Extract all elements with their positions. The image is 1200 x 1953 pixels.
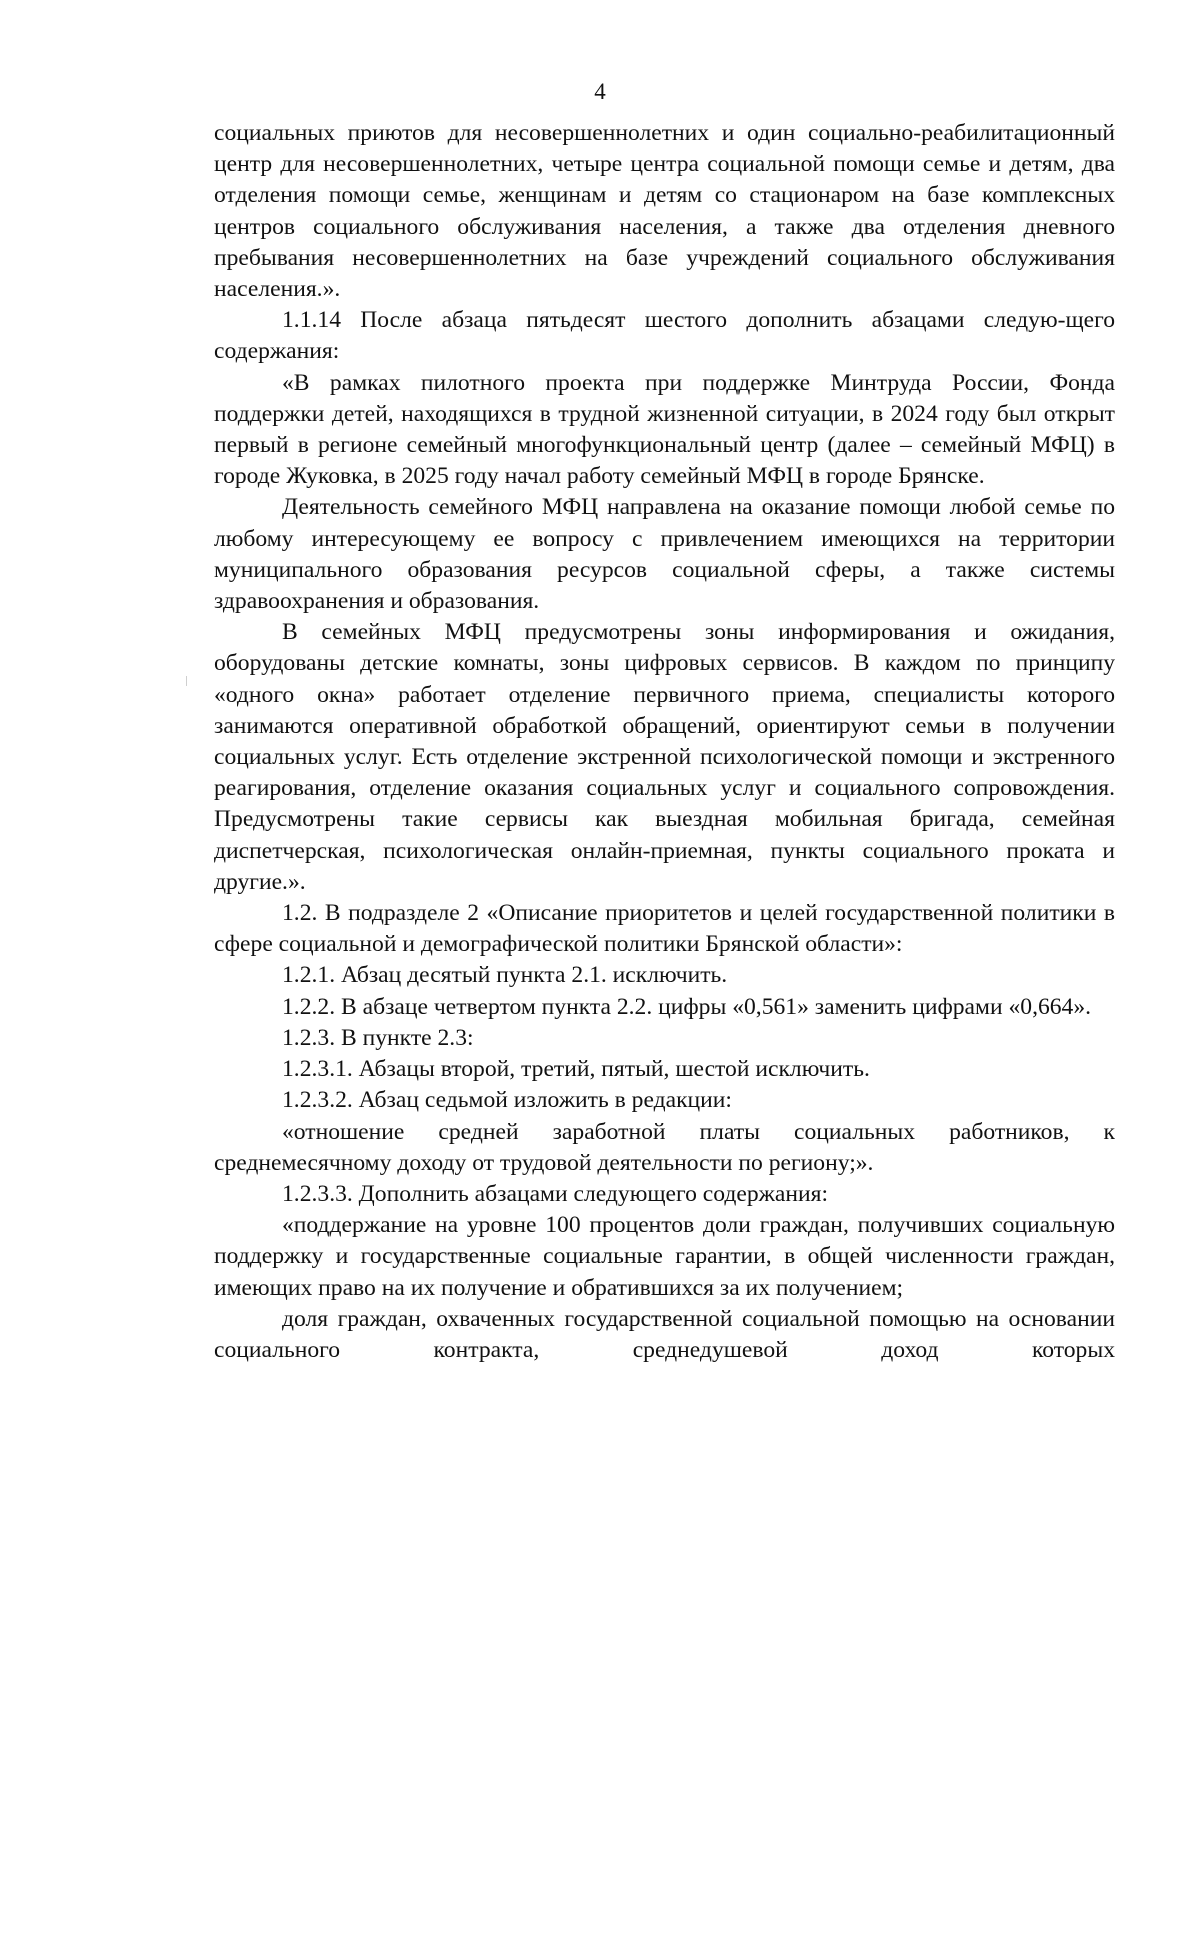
paragraph: «отношение средней заработной платы социальных работников, к среднемесячному доходу от трудовой деятельности по региону;». bbox=[214, 1118, 1115, 1176]
paragraph: социальных приютов для несовершеннолетних и один социально-реабилитационный центр для несовершеннолетних, четыре центра социальной помощи семье и детям, два отделения помощи семье, женщинам и детям со стационаром на базе комплексных центров социального обслуживания населения, а также два отделения дневного пребывания несовершеннолетних на базе учреждений социального обслуживания населения.». bbox=[214, 120, 1115, 303]
paragraph: 1.2.3. В пункте 2.3: bbox=[282, 1024, 474, 1051]
paragraph: «поддержание на уровне 100 процентов доли граждан, получивших социальную поддержку и государственные социальные гарантии, в общей численности граждан, имеющих право на их получение и обратившихся за их получением; bbox=[214, 1212, 1115, 1301]
paragraph: 1.2.3.3. Дополнить абзацами следующего содержания: bbox=[282, 1180, 829, 1207]
document-body bbox=[214, 118, 1115, 1366]
paragraph: 1.2.3.2. Абзац седьмой изложить в редакции: bbox=[282, 1087, 732, 1114]
paragraph: 1.1.14 После абзаца пятьдесят шестого дополнить абзацами следую-щего содержания: bbox=[214, 307, 1115, 365]
paragraph: «В рамках пилотного проекта при поддержке Минтруда России, Фонда поддержки детей, находящихся в трудной жизненной ситуации, в 2024 году был открыт первый в регионе семейный многофункциональный центр (далее – семейный МФЦ) в городе Жуковка, в 2025 году начал работу семейный МФЦ в городе Брянске. bbox=[214, 369, 1115, 490]
paragraph: 1.2. В подразделе 2 «Описание приоритетов и целей государственной политики в сфере социальной и демографической политики Брянской области»: bbox=[214, 900, 1115, 958]
paragraph: В семейных МФЦ предусмотрены зоны информирования и ожидания, оборудованы детские комнаты, зоны цифровых сервисов. В каждом по принципу «одного окна» работает отделение первичного приема, специалисты которого занимаются оперативной обработкой обращений, ориентируют семьи в получении социальных услуг. Есть отделение экстренной психологической помощи и экстренного реагирования, отделение оказания социальных услуг и социального сопровождения. Предусмотрены такие сервисы как выездная мобильная бригада, семейная диспетчерская, психологическая онлайн-приемная, пункты социального проката и другие.». bbox=[214, 619, 1115, 895]
scan-artifact-mark bbox=[186, 676, 187, 686]
paragraph: доля граждан, охваченных государственной социальной помощью на основании социального контракта, среднедушевой доход которых bbox=[214, 1305, 1115, 1363]
paragraph: Деятельность семейного МФЦ направлена на оказание помощи любой семье по любому интересующему ее вопросу с привлечением имеющихся на территории муниципального образования ресурсов социальной сферы, а также системы здравоохранения и образования. bbox=[214, 494, 1115, 615]
page-number: 4 bbox=[594, 79, 606, 104]
paragraph: 1.2.2. В абзаце четвертом пункта 2.2. цифры «0,561» заменить цифрами «0,664». bbox=[282, 993, 1092, 1020]
paragraph: 1.2.1. Абзац десятый пункта 2.1. исключить. bbox=[282, 962, 728, 989]
paragraph: 1.2.3.1. Абзацы второй, третий, пятый, шестой исключить. bbox=[282, 1056, 870, 1083]
